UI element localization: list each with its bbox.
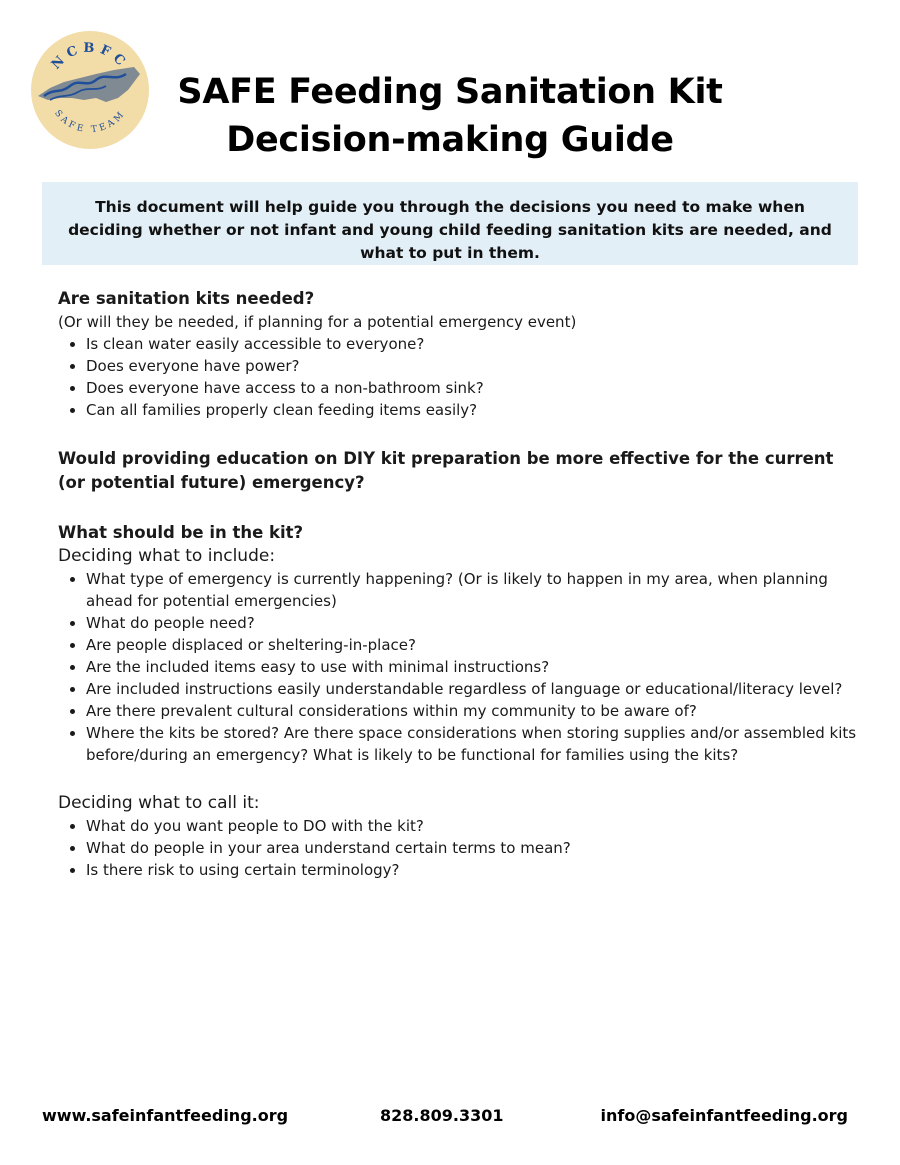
- list-item: • What type of emergency is currently happening? (Or is likely to happen in my area, when planning ahead for potential emergencies): [86, 568, 858, 612]
- needed-list: [58, 333, 858, 421]
- section-subtext-needed: (Or will they be needed, if planning for a potential emergency event): [58, 313, 577, 331]
- footer-phone: 828.809.3301: [380, 1106, 504, 1125]
- section-heading-diy: Would providing education on DIY kit preparation be more effective for the current (or potential future) emergency?: [58, 449, 834, 492]
- list-item: • Are included instructions easily understandable regardless of language or educational/literacy level?: [86, 678, 858, 700]
- logo-top-text: NCBFC: [48, 40, 132, 73]
- naming-list: [58, 815, 858, 881]
- footer-email[interactable]: info@safeinfantfeeding.org: [600, 1106, 848, 1125]
- section-heading-needed: Are sanitation kits needed?: [58, 289, 315, 308]
- list-item: • What do people need?: [86, 612, 858, 634]
- list-item: • Are people displaced or sheltering-in-place?: [86, 634, 858, 656]
- page-title-line-1: SAFE Feeding Sanitation Kit: [177, 72, 723, 112]
- list-item: • Is there risk to using certain terminology?: [86, 859, 858, 881]
- intro-callout: This document will help guide you through the decisions you need to make when deciding whether or not infant and young child feeding sanitation kits are needed, and what to put in them.: [42, 182, 858, 265]
- footer-website[interactable]: www.safeinfantfeeding.org: [42, 1106, 289, 1125]
- page-title-line-2: Decision-making Guide: [226, 120, 674, 160]
- logo-bottom-text: SAFE TEAM: [52, 108, 128, 136]
- list-item: • What do people in your area understand certain terms to mean?: [86, 837, 858, 859]
- guide-content: [58, 287, 858, 881]
- list-item: • Does everyone have access to a non-bathroom sink?: [86, 377, 858, 399]
- list-item: • Is clean water easily accessible to everyone?: [86, 333, 858, 355]
- section-heading-contents: What should be in the kit?: [58, 523, 304, 542]
- list-item: • What do you want people to DO with the kit?: [86, 815, 858, 837]
- section-subheading-naming: Deciding what to call it:: [58, 793, 260, 813]
- section-subheading-include: Deciding what to include:: [58, 546, 276, 566]
- list-item: • Can all families properly clean feeding items easily?: [86, 399, 858, 421]
- list-item: • Does everyone have power?: [86, 355, 858, 377]
- contents-list: [58, 568, 858, 766]
- list-item: • Where the kits be stored? Are there space considerations when storing supplies and/or assembled kits before/during an emergency? What is likely to be functional for families using the kits?: [86, 722, 858, 766]
- list-item: • Are the included items easy to use with minimal instructions?: [86, 656, 858, 678]
- list-item: • Are there prevalent cultural considerations within my community to be aware of?: [86, 700, 858, 722]
- ncbfc-safe-team-logo: [30, 30, 150, 150]
